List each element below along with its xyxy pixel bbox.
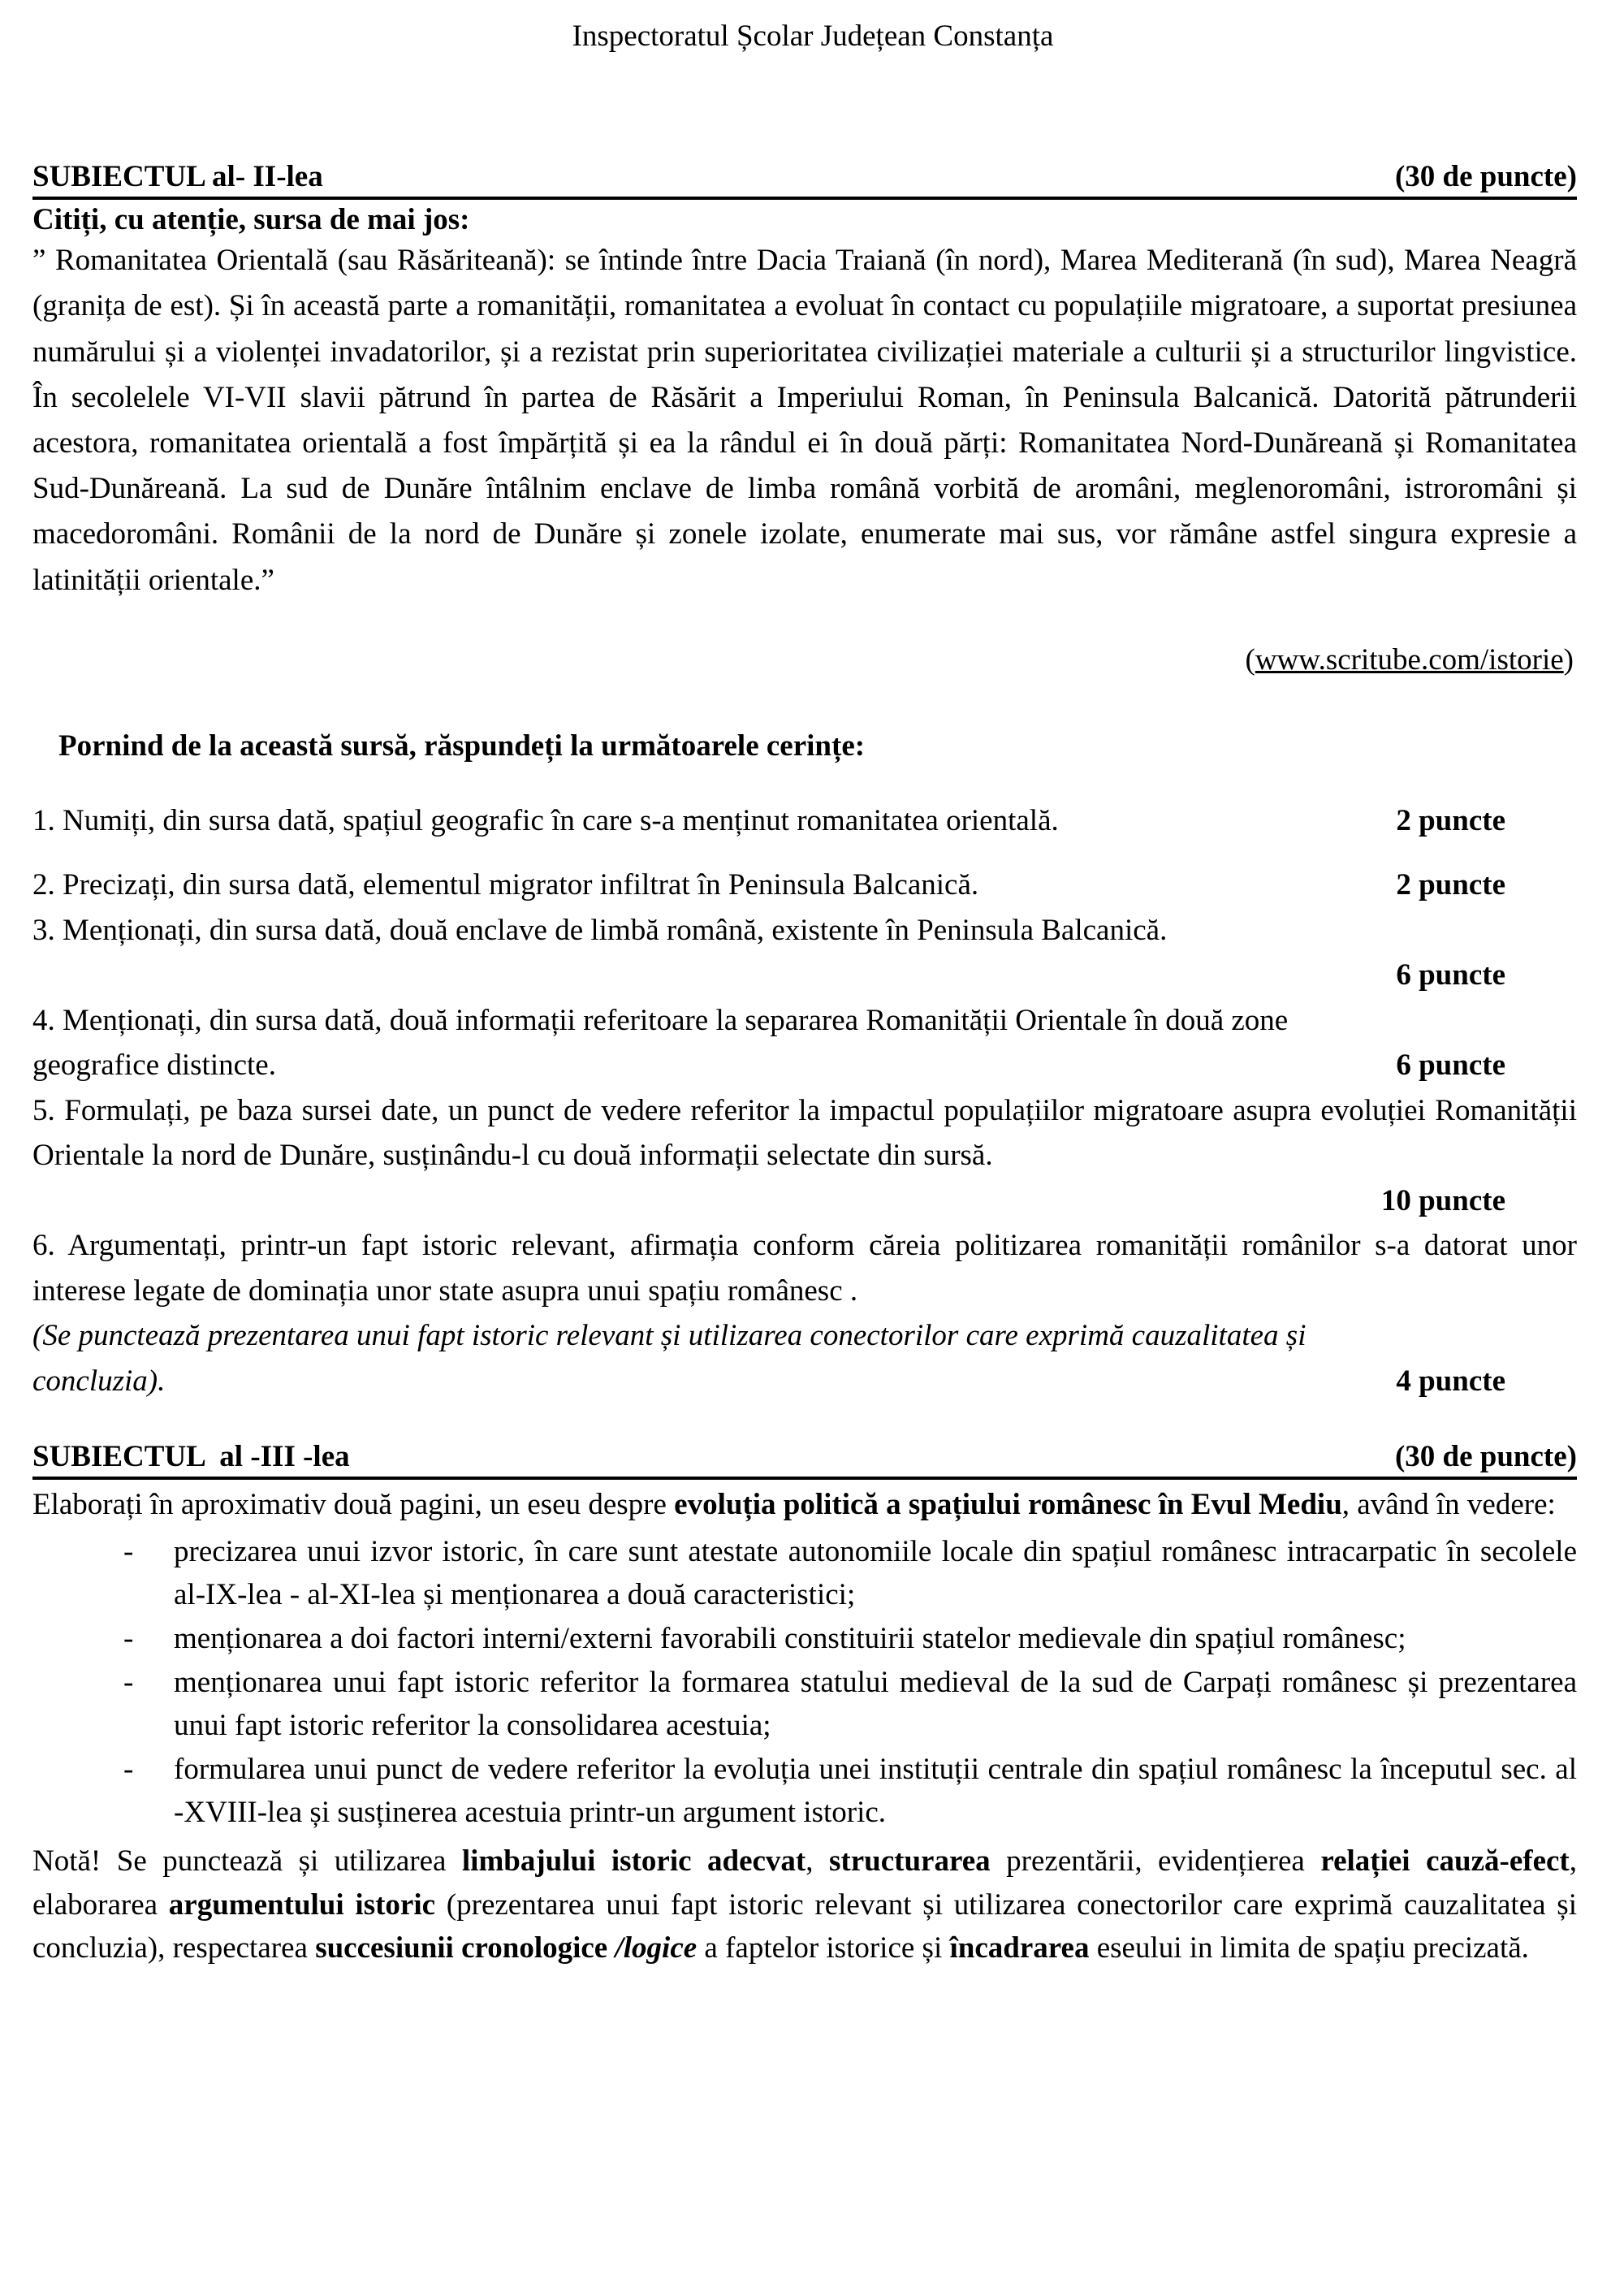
note-bold-argument: argumentului istoric xyxy=(168,1887,436,1922)
citation-url: www.scritube.com/istorie xyxy=(1255,642,1564,677)
questions-list xyxy=(32,798,1577,1404)
requirement-text-2: menționarea a doi factori interni/externi favorabili constituirii statelor medievale din spațiul românesc; xyxy=(174,1621,1406,1655)
question-text-3: 3. Menționați, din sursa dată, două enclave de limbă română, existente în Peninsula Balcanică. xyxy=(32,913,1168,947)
question-text-2: 2. Precizați, din sursa dată, elementul migrator infiltrat în Peninsula Balcanică. xyxy=(32,868,979,902)
section-heading-subiect-3 xyxy=(32,1439,1577,1480)
section-heading-subiect-2 xyxy=(32,159,1577,200)
question-note-6: (Se punctează prezentarea unui fapt istoric relevant și utilizarea conectorilor care exprimă cauzalitatea și xyxy=(32,1319,1307,1353)
question-tail-4 xyxy=(32,1043,1577,1088)
question-item-5 xyxy=(32,1088,1577,1224)
question-points-5: 10 puncte xyxy=(1380,1183,1505,1217)
section-gap xyxy=(32,1403,1577,1439)
header-spacer xyxy=(32,55,1577,159)
document-header-institution: Inspectoratul Școlar Județean Constanța xyxy=(572,19,1054,53)
question-text-6: 6. Argumentați, printr-un fapt istoric relevant, afirmația conform căreia politizarea romanității românilor s-a datorat unor interese legate de dominația unor state asupra unui spațiu românesc . xyxy=(32,1229,1577,1308)
question-item-4 xyxy=(32,998,1577,1088)
note-seg-6: a faptelor istorice și xyxy=(697,1931,950,1965)
question-item-3 xyxy=(32,908,1577,998)
note-seg-4: , elaborarea xyxy=(32,1844,1577,1922)
list-item xyxy=(123,1748,1577,1835)
note-bold-structure: structurarea xyxy=(829,1844,991,1879)
list-item xyxy=(123,1530,1577,1617)
question-points-2: 2 puncte xyxy=(1396,868,1505,902)
note-bold-framing: încadrarea xyxy=(949,1931,1090,1965)
question-text-5: 5. Formulați, pe baza sursei date, un punct de vedere referitor la impactul populațiilor migratoare asupra evoluției Romanității Orientale la nord de Dunăre, susținându-l cu două informații selectate din sursă. xyxy=(32,1093,1577,1173)
question-item-1 xyxy=(32,798,1577,844)
requirement-text-3: menționarea unui fapt istoric referitor la formarea statului medieval de la sud de Carpați românesc și prezentarea unui fapt istoric referitor la consolidarea acestuia; xyxy=(174,1665,1577,1743)
source-citation xyxy=(32,639,1577,681)
question-points-3: 6 puncte xyxy=(1396,958,1505,992)
note-bold-chronology: succesiunii cronologice xyxy=(315,1931,615,1965)
note-seg-2: , xyxy=(806,1844,830,1879)
answer-prompt: Pornind de la această sursă, răspundeți la următoarele cerințe: xyxy=(58,729,866,763)
essay-requirements-list xyxy=(32,1530,1577,1835)
question-text-4-tail: geografice distincte. xyxy=(32,1049,276,1083)
question-points-1: 2 puncte xyxy=(1396,803,1505,837)
section-points-subiect-3: (30 de puncte) xyxy=(1394,1440,1577,1474)
bullet-dash-icon: - xyxy=(123,1665,134,1699)
source-passage-text: ” Romanitatea Orientală (sau Răsăriteană): se întinde între Dacia Traiană (în nord), Marea Mediterană (în sud), Marea Neagră (granița de est). Și în această parte a romanității, romanitatea a evoluat în contact cu populațiile migratoare, a suportat presiunea numărului și a violenței invadatorilor, și a rezistat prin superioritatea civilizației materiale a culturii și a structurilor lingvistice. În secolelele VI-VII slavii pătrund în partea de Răsărit a Imperiului Roman, în Peninsula Balcanică. Datorită pătrunderii acestora, romanitatea orientală a fost împărțită și ea la rândul ei în două părți: Romanitatea Nord-Dunăreană și Romanitatea Sud-Dunăreană. La sud de Dunăre întâlnim enclave de limba română vorbită de aromâni, meglenoromâni, istroromâni și macedoromâni. Românii de la nord de Dunăre și zonele izolate, enumerate mai sus, vor rămâne astfel singura expresie a latinității orientale.” xyxy=(32,244,1577,597)
essay-intro-topic: evoluția politică a spațiului românesc în Evul Mediu xyxy=(674,1487,1342,1521)
note-bold-cause-effect: relației cauză-efect xyxy=(1320,1844,1570,1879)
section-points-subiect-2: (30 de puncte) xyxy=(1394,160,1577,194)
essay-intro-post: , având în vedere: xyxy=(1341,1487,1556,1521)
list-item xyxy=(123,1661,1577,1748)
note-seg-7: eseului in limita de spațiu precizată. xyxy=(1089,1931,1529,1965)
bullet-dash-icon: - xyxy=(123,1621,134,1655)
essay-intro-pre: Elaborați în aproximativ două pagini, un eseu despre xyxy=(32,1487,675,1521)
question-points-4: 6 puncte xyxy=(1396,1049,1505,1083)
question-text-1: 1. Numiți, din sursa dată, spațiul geografic în care s-a menținut romanitatea orientală. xyxy=(32,803,1059,837)
grading-note xyxy=(32,1840,1577,1970)
bullet-dash-icon: - xyxy=(123,1752,134,1786)
requirement-text-1: precizarea unui izvor istoric, în care sunt atestate autonomiile locale din spațiul românesc intracarpatic în secolele al-IX-lea - al-XI-lea și menționarea a două caracteristici; xyxy=(174,1534,1577,1612)
question-text-4: 4. Menționați, din sursa dată, două informații referitoare la separarea Romanității Orientale în două zone xyxy=(32,1003,1289,1037)
question-note-6-tail: concluzia). xyxy=(32,1364,166,1398)
read-source-instruction: Citiți, cu atenție, sursa de mai jos: xyxy=(32,202,470,236)
question-note-tail-6 xyxy=(32,1359,1577,1404)
question-item-2 xyxy=(32,863,1577,908)
question-item-6 xyxy=(32,1223,1577,1403)
bullet-dash-icon: - xyxy=(123,1534,134,1568)
citation-close-paren: ) xyxy=(1563,642,1574,677)
question-points-6: 4 puncte xyxy=(1396,1364,1505,1398)
section-title-subiect-3: SUBIECTUL al -III -lea xyxy=(32,1440,350,1474)
section-title-subiect-2: SUBIECTUL al- II-lea xyxy=(32,160,323,194)
note-bold-language: limbajului istoric adecvat xyxy=(461,1844,806,1879)
requirement-text-4: formularea unui punct de vedere referitor la evoluția unei instituții centrale din spațiul românesc la începutul sec. al -XVIII-lea și susținerea acestuia printr-un argument istoric. xyxy=(174,1752,1577,1830)
note-seg-3: prezentării, evidențierea xyxy=(990,1844,1321,1879)
note-bold-italic-logic: /logice xyxy=(615,1931,698,1965)
list-item xyxy=(123,1617,1577,1661)
question-gap-1 xyxy=(32,843,1577,863)
note-seg-5: (prezentarea unui fapt istoric relevant și utilizarea conectorilor care exprimă cauzalitatea și concluzia), respectarea xyxy=(32,1887,1577,1965)
citation-open-paren: ( xyxy=(1245,642,1255,677)
essay-instruction xyxy=(32,1483,1577,1527)
note-seg-1: Notă! Se punctează și utilizarea xyxy=(32,1844,462,1879)
